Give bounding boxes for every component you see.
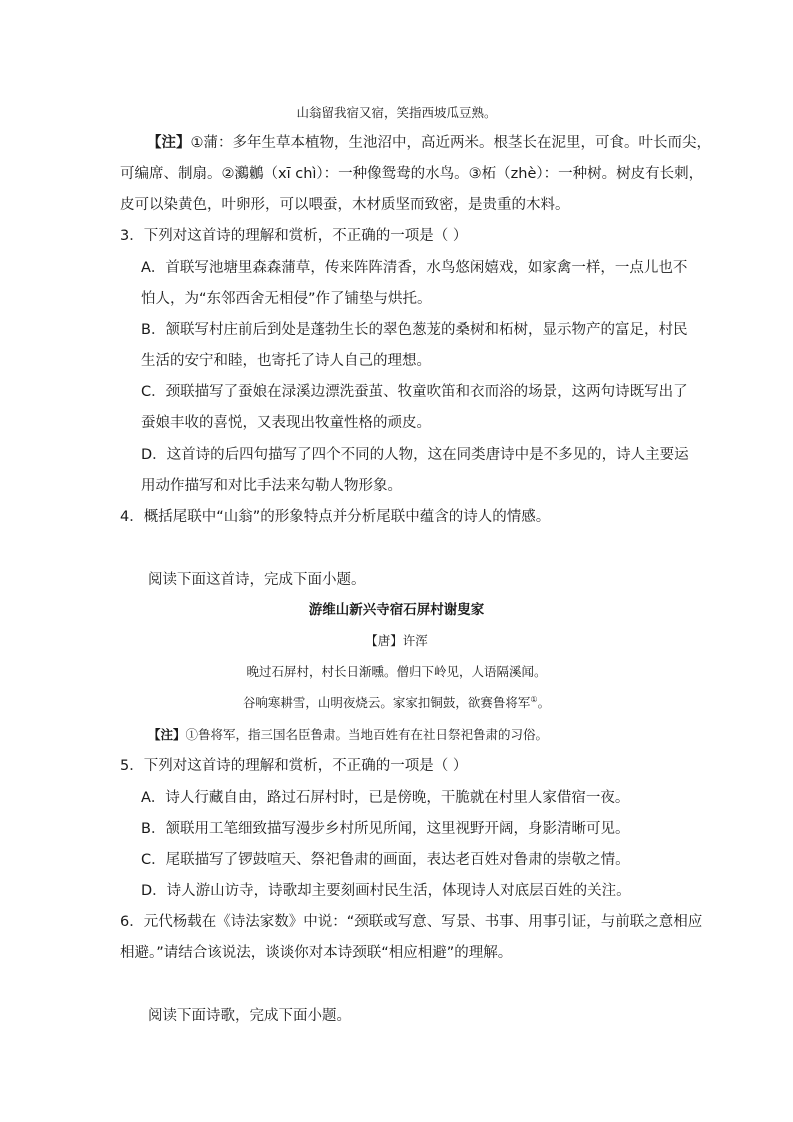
question-6-stem: 6．元代杨载在《诗法家数》中说：“颈联或写意、写景、书事、用事引证，与前联之意相应	[120, 914, 703, 930]
note-label: 【注】	[147, 135, 191, 151]
q5-option-c: C．尾联描写了锣鼓喧天、祭祀鲁肃的画面，表达老百姓对鲁肃的崇敬之情。	[141, 852, 630, 868]
q3-option-c-cont: 蚕娘丰收的喜悦，又表现出牧童性格的顽皮。	[141, 415, 431, 431]
poem-line: 晚过石屏村，村长日渐曛。僧归下岭见，人语隔溪闻。	[246, 664, 547, 679]
note-line: 可编席、制扇。②鸂鶒（xī chì）：一种像鸳鸯的水鸟。③柘（zhè）：一种树。树皮有长刺，	[120, 166, 704, 182]
question-3-stem: 3．下列对这首诗的理解和赏析，不正确的一项是（ ）	[120, 228, 468, 244]
question-5-stem: 5．下列对这首诗的理解和赏析，不正确的一项是（ ）	[120, 758, 468, 774]
note-text: ①蒲：多年生草本植物，生池沼中，高近两米。根茎长在泥里，可食。叶长而尖，	[190, 135, 711, 151]
footnote-mark: ①	[530, 694, 538, 704]
poem-note	[148, 725, 548, 745]
q3-option-a: A．首联写池塘里森森蒲草，传来阵阵清香，水鸟悠闲嬉戏，如家禽一样，一点儿也不	[141, 260, 688, 276]
q3-option-d-cont: 用动作描写和对比手法来勾勒人物形象。	[141, 478, 402, 494]
question-4-stem: 4．概括尾联中“山翁”的形象特点并分析尾联中蕴含的诗人的情感。	[120, 509, 551, 525]
note-line: 皮可以染黄色，叶卵形，可以喂蚕，木材质坚而致密，是贵重的木料。	[120, 197, 570, 213]
q3-option-a-cont: 怕人，为“东邻西舍无相侵”作了铺垫与烘托。	[141, 291, 432, 307]
poem-title: 游维山新兴寺宿石屏村谢叟家	[308, 602, 485, 618]
note-text: ①鲁将军，指三国名臣鲁肃。当地百姓有在社日祭祀鲁肃的习俗。	[185, 727, 549, 742]
question-6-stem-cont: 相避。”请结合该说法，谈谈你对本诗颈联“相应相避”的理解。	[120, 945, 513, 961]
poem-line-text: 谷响寒耕雪，山明夜烧云。家家扣铜鼓，欲赛鲁将军	[242, 695, 531, 710]
poem-line: 山翁留我宿又宿，笑指西坡瓜豆熟。	[296, 105, 497, 120]
q5-option-b: B．颔联用工笔细致描写漫步乡村所见所闻，这里视野开阔，身影清晰可见。	[141, 821, 630, 837]
poem-author: 【唐】许浑	[365, 633, 428, 648]
q3-option-b: B．颔联写村庄前后到处是蓬勃生长的翠色葱茏的桑树和柘树，显示物产的富足，村民	[141, 322, 688, 338]
q3-option-c: C．颈联描写了蚕娘在渌溪边漂洗蚕茧、牧童吹笛和衣而浴的场景，这两句诗既写出了	[141, 384, 688, 400]
reading-instruction: 阅读下面这首诗，完成下面小题。	[148, 572, 366, 588]
q5-option-d: D．诗人游山访寺，诗歌却主要刻画村民生活，体现诗人对底层百姓的关注。	[141, 883, 631, 899]
q3-option-b-cont: 生活的安宁和睦，也寄托了诗人自己的理想。	[141, 353, 431, 369]
note-line	[147, 133, 711, 153]
note-label: 【注】	[148, 727, 186, 742]
q3-option-d: D．这首诗的后四句描写了四个不同的人物，这在同类唐诗中是不多见的，诗人主要运	[141, 447, 689, 463]
q5-option-a: A．诗人行藏自由，路过石屏村时，已是傍晚，干脆就在村里人家借宿一夜。	[141, 790, 630, 806]
poem-line-end: 。	[537, 695, 551, 710]
reading-instruction: 阅读下面诗歌，完成下面小题。	[148, 1008, 351, 1024]
poem-line	[0, 693, 793, 713]
